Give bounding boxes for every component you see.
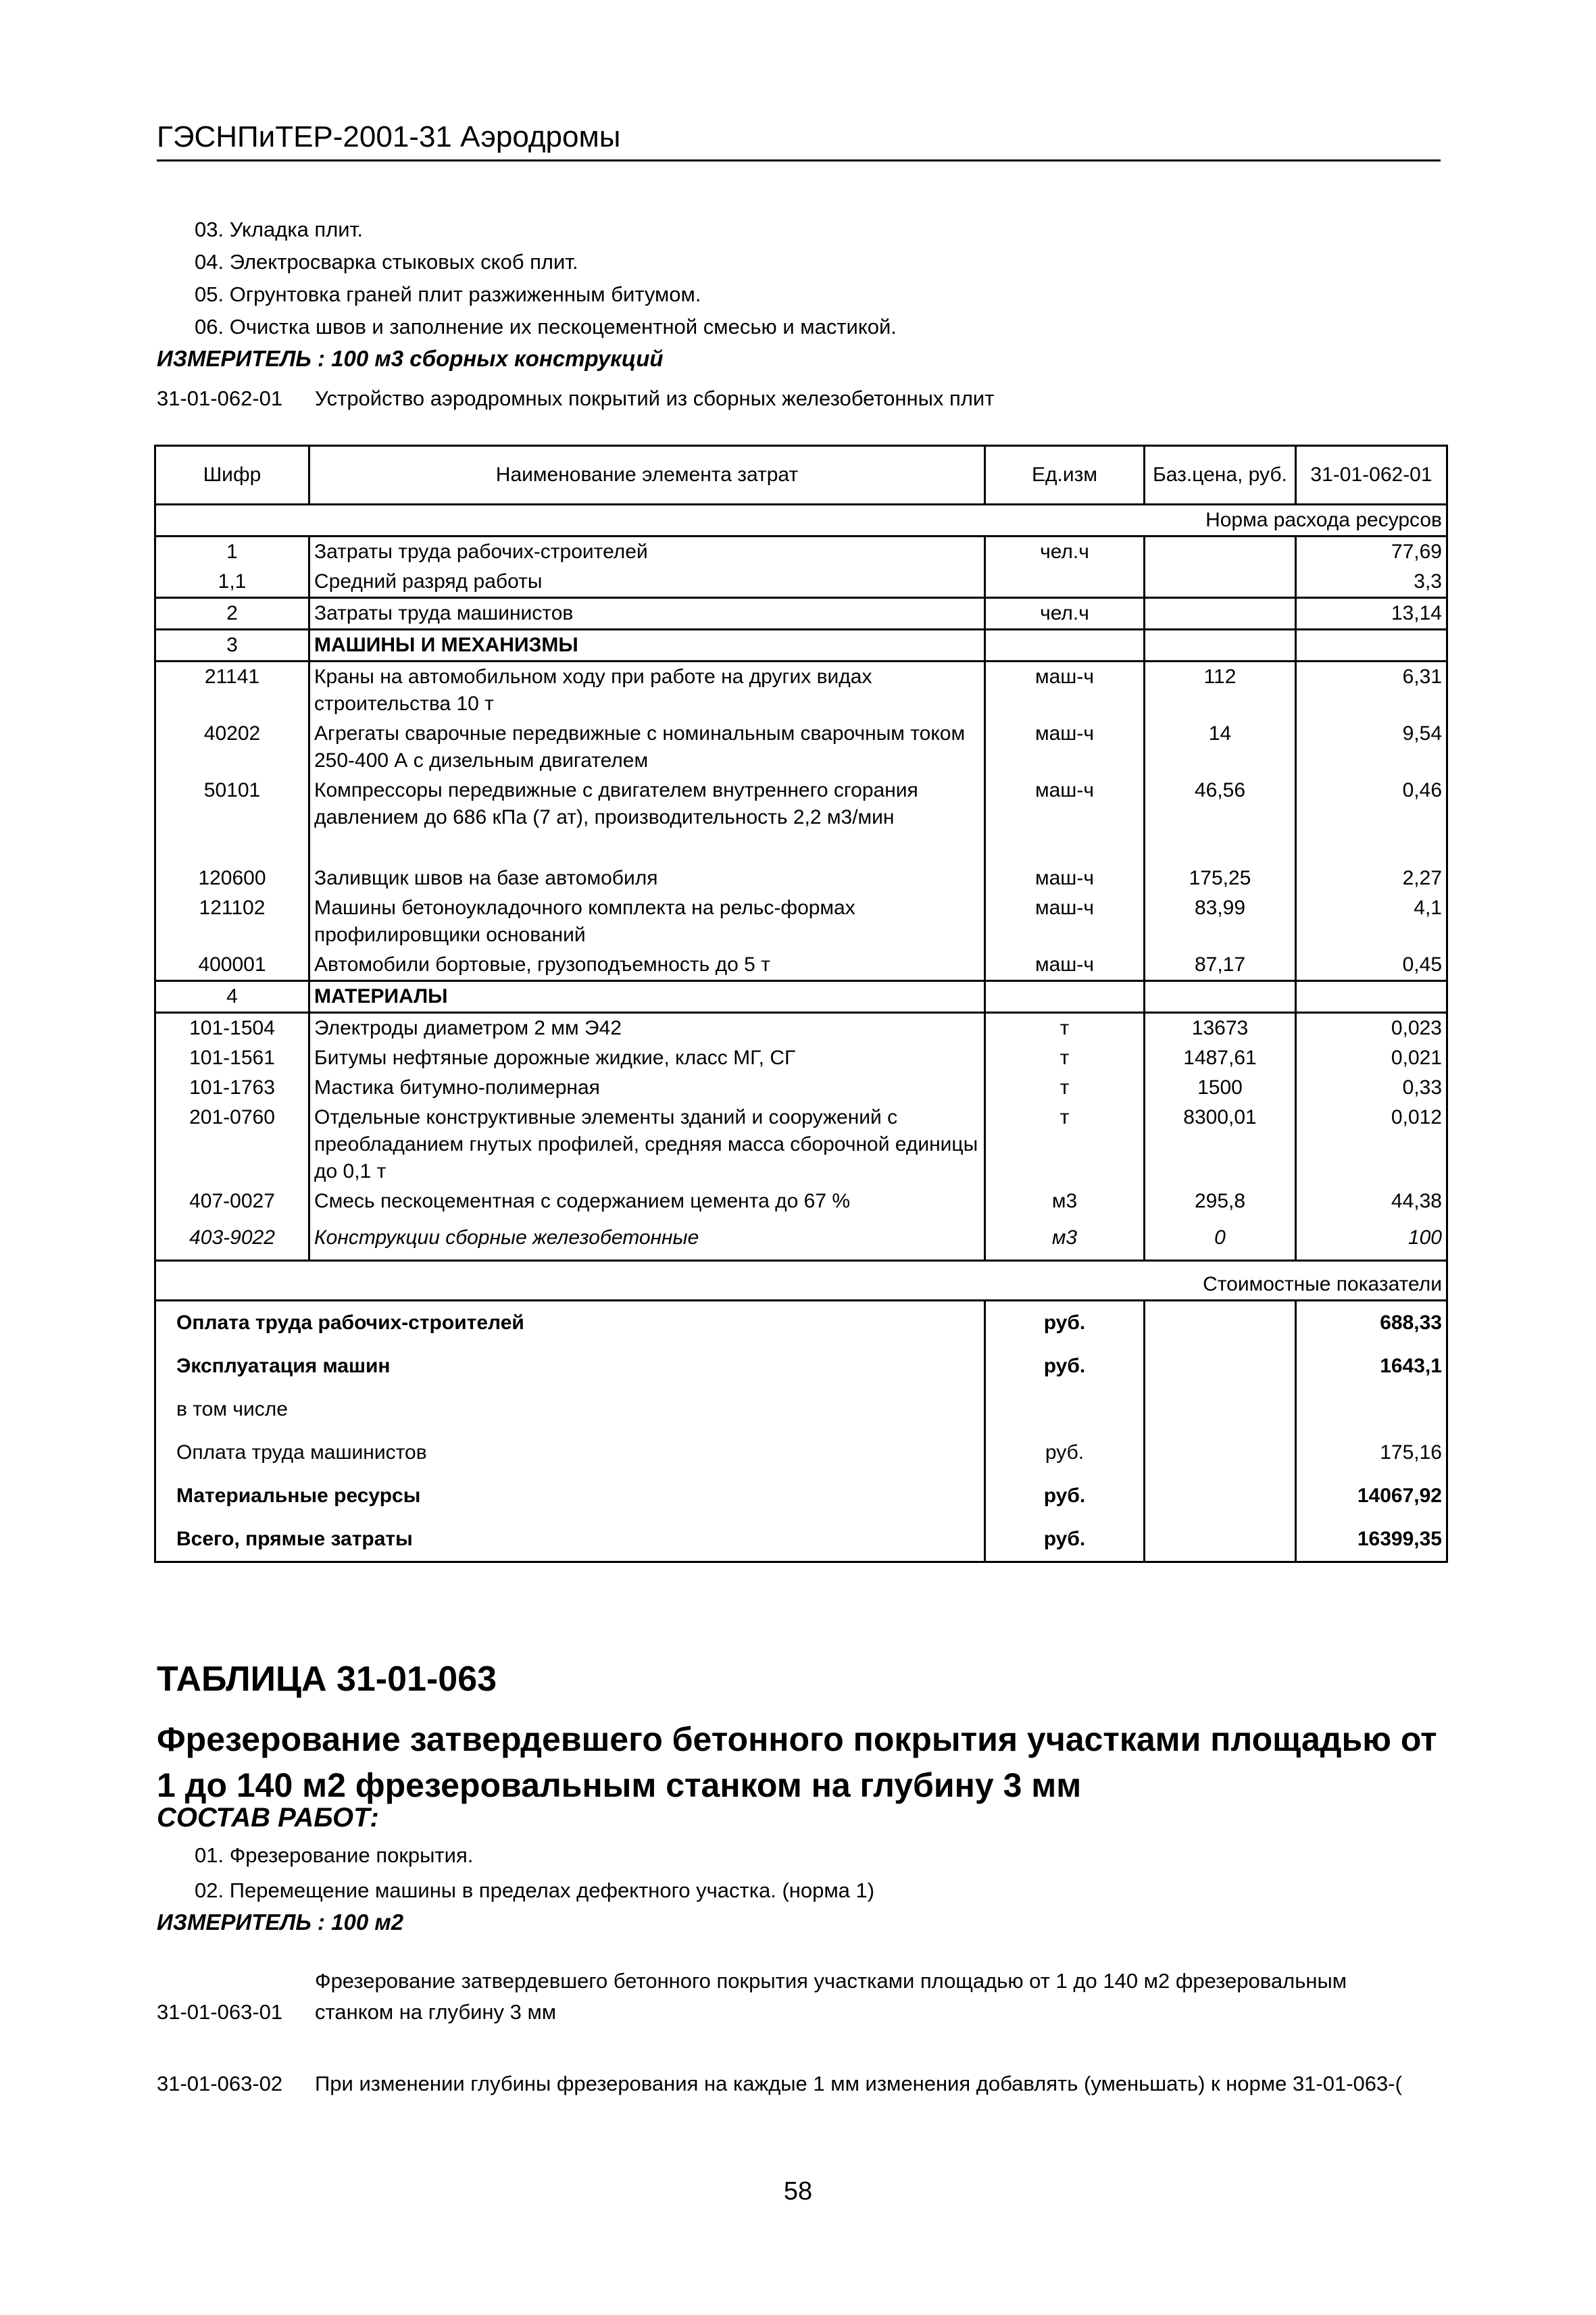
row-name: Смесь пескоцементная с содержанием цемента до 67 %: [309, 1187, 985, 1216]
work-item: 02. Перемещение машины в пределах дефектного участка. (норма 1): [195, 1878, 875, 1902]
section-row: [155, 981, 1447, 1013]
row-code: 101-1561: [155, 1043, 309, 1073]
norm-code: 31-01-063-02: [157, 2072, 283, 2095]
row-code: 4: [155, 981, 309, 1013]
row-price: 83,99: [1145, 893, 1296, 950]
row-unit: т: [985, 1013, 1145, 1044]
row-value: 0,023: [1296, 1013, 1447, 1044]
table-heading: ТАБЛИЦА 31-01-063: [157, 1660, 497, 1699]
table-row: [155, 1187, 1447, 1216]
cost-unit: руб.: [985, 1518, 1145, 1562]
cost-value: [1296, 1388, 1447, 1431]
row-name: Конструкции сборные железобетонные: [309, 1216, 985, 1261]
row-price: [1145, 537, 1296, 568]
row-code: 400001: [155, 950, 309, 981]
cost-value: 14067,92: [1296, 1474, 1447, 1518]
row-name: Средний разряд работы: [309, 567, 985, 598]
row-code: 407-0027: [155, 1187, 309, 1216]
measure-unit: ИЗМЕРИТЕЛЬ : 100 м2: [157, 1910, 404, 1935]
row-code: 101-1504: [155, 1013, 309, 1044]
row-unit: м3: [985, 1187, 1145, 1216]
row-unit: [985, 567, 1145, 598]
table-row: [155, 719, 1447, 776]
row-code: 121102: [155, 893, 309, 950]
table-row: [155, 598, 1447, 630]
row-code: 50101: [155, 776, 309, 864]
row-name: Машины бетоноукладочного комплекта на рельс-формах профилировщики оснований: [309, 893, 985, 950]
cost-value: 175,16: [1296, 1431, 1447, 1474]
row-code: 1: [155, 537, 309, 568]
works-heading: СОСТАВ РАБОТ:: [157, 1803, 379, 1833]
page-number: 58: [783, 2177, 813, 2206]
cost-label-row: [155, 1261, 1447, 1301]
row-price: 46,56: [1145, 776, 1296, 864]
row-code: 21141: [155, 662, 309, 720]
table-row: [155, 1216, 1447, 1261]
row-value: 4,1: [1296, 893, 1447, 950]
norms-table: [154, 445, 1448, 1563]
cost-name: в том числе: [155, 1388, 985, 1431]
row-name: Краны на автомобильном ходу при работе на других видах строительства 10 т: [309, 662, 985, 720]
row-price: [1145, 598, 1296, 630]
norm-description: Фрезерование затвердевшего бетонного покрытия участками площадью от 1 до 140 м2 фрезеровальным: [315, 1969, 1347, 1993]
row-unit: чел.ч: [985, 598, 1145, 630]
row-unit: маш-ч: [985, 719, 1145, 776]
row-price: 14: [1145, 719, 1296, 776]
row-name: Мастика битумно-полимерная: [309, 1073, 985, 1103]
table-row: [155, 950, 1447, 981]
row-name: Затраты труда машинистов: [309, 598, 985, 630]
work-item: 03. Укладка плит.: [195, 218, 363, 241]
norm-description: При изменении глубины фрезерования на каждые 1 мм изменения добавлять (уменьшать) к норме 31-01-063-(: [315, 2072, 1402, 2095]
row-name: Электроды диаметром 2 мм Э42: [309, 1013, 985, 1044]
table-row: [155, 864, 1447, 893]
work-item: 04. Электросварка стыковых скоб плит.: [195, 250, 578, 274]
cost-unit: руб.: [985, 1431, 1145, 1474]
norm-code: 31-01-062-01: [157, 387, 283, 410]
norm-description: Устройство аэродромных покрытий из сборных железобетонных плит: [315, 387, 995, 410]
row-name: Компрессоры передвижные с двигателем внутреннего сгорания давлением до 686 кПа (7 ат), производительность 2,2 м3/мин: [309, 776, 985, 864]
cost-unit: руб.: [985, 1345, 1145, 1388]
row-code: 40202: [155, 719, 309, 776]
table-row: [155, 1073, 1447, 1103]
cost-value: 16399,35: [1296, 1518, 1447, 1562]
row-code: 2: [155, 598, 309, 630]
row-price: 0: [1145, 1216, 1296, 1261]
row-value: 3,3: [1296, 567, 1447, 598]
row-value: 9,54: [1296, 719, 1447, 776]
row-value: 0,021: [1296, 1043, 1447, 1073]
row-price: 175,25: [1145, 864, 1296, 893]
section-title: МАТЕРИАЛЫ: [309, 981, 985, 1013]
row-price: 112: [1145, 662, 1296, 720]
cost-name: Всего, прямые затраты: [155, 1518, 985, 1562]
measure-unit: ИЗМЕРИТЕЛЬ : 100 м3 сборных конструкций: [157, 346, 664, 371]
cost-row: [155, 1518, 1447, 1562]
work-item: 05. Огрунтовка граней плит разжиженным битумом.: [195, 282, 701, 306]
cost-name: Эксплуатация машин: [155, 1345, 985, 1388]
table-row: [155, 1103, 1447, 1187]
norm-description: станком на глубину 3 мм: [315, 2000, 557, 2024]
row-unit: м3: [985, 1216, 1145, 1261]
row-price: 8300,01: [1145, 1103, 1296, 1187]
row-code: 120600: [155, 864, 309, 893]
col-header-code: Шифр: [155, 446, 309, 505]
table-row: [155, 1013, 1447, 1044]
cost-label: Стоимостные показатели: [155, 1261, 1447, 1301]
cost-row: [155, 1301, 1447, 1345]
col-header-price: Баз.цена, руб.: [1145, 446, 1296, 505]
table-title: Фрезерование затвердевшего бетонного покрытия участками площадью от 1 до 140 м2 фрезеровальным станком на глубину 3 мм: [157, 1720, 1437, 1804]
row-value: 0,46: [1296, 776, 1447, 864]
row-price: 295,8: [1145, 1187, 1296, 1216]
cost-unit: [985, 1388, 1145, 1431]
norm-label: Норма расхода ресурсов: [155, 505, 1447, 537]
row-value: 0,45: [1296, 950, 1447, 981]
row-value: 13,14: [1296, 598, 1447, 630]
row-price: 13673: [1145, 1013, 1296, 1044]
row-value: 44,38: [1296, 1187, 1447, 1216]
cost-row: [155, 1345, 1447, 1388]
row-code: 403-9022: [155, 1216, 309, 1261]
row-value: 100: [1296, 1216, 1447, 1261]
row-unit: маш-ч: [985, 893, 1145, 950]
header-rule: [157, 159, 1441, 161]
section-title: МАШИНЫ И МЕХАНИЗМЫ: [309, 630, 985, 662]
cost-row: [155, 1474, 1447, 1518]
table-row: [155, 662, 1447, 720]
norm-code: 31-01-063-01: [157, 2000, 283, 2024]
row-name: Затраты труда рабочих-строителей: [309, 537, 985, 568]
table-row: [155, 893, 1447, 950]
cost-name: Оплата труда рабочих-строителей: [155, 1301, 985, 1345]
cost-row: [155, 1431, 1447, 1474]
row-unit: чел.ч: [985, 537, 1145, 568]
col-header-name: Наименование элемента затрат: [309, 446, 985, 505]
row-name: Автомобили бортовые, грузоподъемность до 5 т: [309, 950, 985, 981]
row-code: 201-0760: [155, 1103, 309, 1187]
row-unit: т: [985, 1103, 1145, 1187]
row-price: 87,17: [1145, 950, 1296, 981]
row-value: 2,27: [1296, 864, 1447, 893]
cost-name: Материальные ресурсы: [155, 1474, 985, 1518]
cost-unit: руб.: [985, 1301, 1145, 1345]
cost-row: [155, 1388, 1447, 1431]
row-unit: т: [985, 1043, 1145, 1073]
row-unit: маш-ч: [985, 950, 1145, 981]
row-unit: маш-ч: [985, 864, 1145, 893]
cost-name: Оплата труда машинистов: [155, 1431, 985, 1474]
table-header-row: [155, 446, 1447, 505]
row-unit: т: [985, 1073, 1145, 1103]
norm-label-row: [155, 505, 1447, 537]
row-value: 77,69: [1296, 537, 1447, 568]
row-value: 0,33: [1296, 1073, 1447, 1103]
row-unit: маш-ч: [985, 776, 1145, 864]
table-row: [155, 776, 1447, 864]
row-code: 101-1763: [155, 1073, 309, 1103]
table-row: [155, 567, 1447, 598]
col-header-unit: Ед.изм: [985, 446, 1145, 505]
col-header-norm: 31-01-062-01: [1296, 446, 1447, 505]
row-price: 1500: [1145, 1073, 1296, 1103]
cost-value: 688,33: [1296, 1301, 1447, 1345]
table-row: [155, 537, 1447, 568]
row-name: Битумы нефтяные дорожные жидкие, класс МГ, СГ: [309, 1043, 985, 1073]
row-price: [1145, 567, 1296, 598]
row-code: 3: [155, 630, 309, 662]
work-item: 01. Фрезерование покрытия.: [195, 1843, 474, 1867]
row-value: 0,012: [1296, 1103, 1447, 1187]
row-code: 1,1: [155, 567, 309, 598]
row-name: Заливщик швов на базе автомобиля: [309, 864, 985, 893]
page-header: ГЭСНПиТЕР-2001-31 Аэродромы: [157, 120, 621, 153]
row-name: Отдельные конструктивные элементы зданий и сооружений с преобладанием гнутых профилей, средняя масса сборочной единицы до 0,1 т: [309, 1103, 985, 1187]
row-name: Агрегаты сварочные передвижные с номинальным сварочным током 250-400 А с дизельным двигателем: [309, 719, 985, 776]
row-unit: маш-ч: [985, 662, 1145, 720]
row-price: 1487,61: [1145, 1043, 1296, 1073]
cost-value: 1643,1: [1296, 1345, 1447, 1388]
work-item: 06. Очистка швов и заполнение их пескоцементной смесью и мастикой.: [195, 315, 897, 339]
table-row: [155, 1043, 1447, 1073]
cost-unit: руб.: [985, 1474, 1145, 1518]
row-value: 6,31: [1296, 662, 1447, 720]
section-row: [155, 630, 1447, 662]
